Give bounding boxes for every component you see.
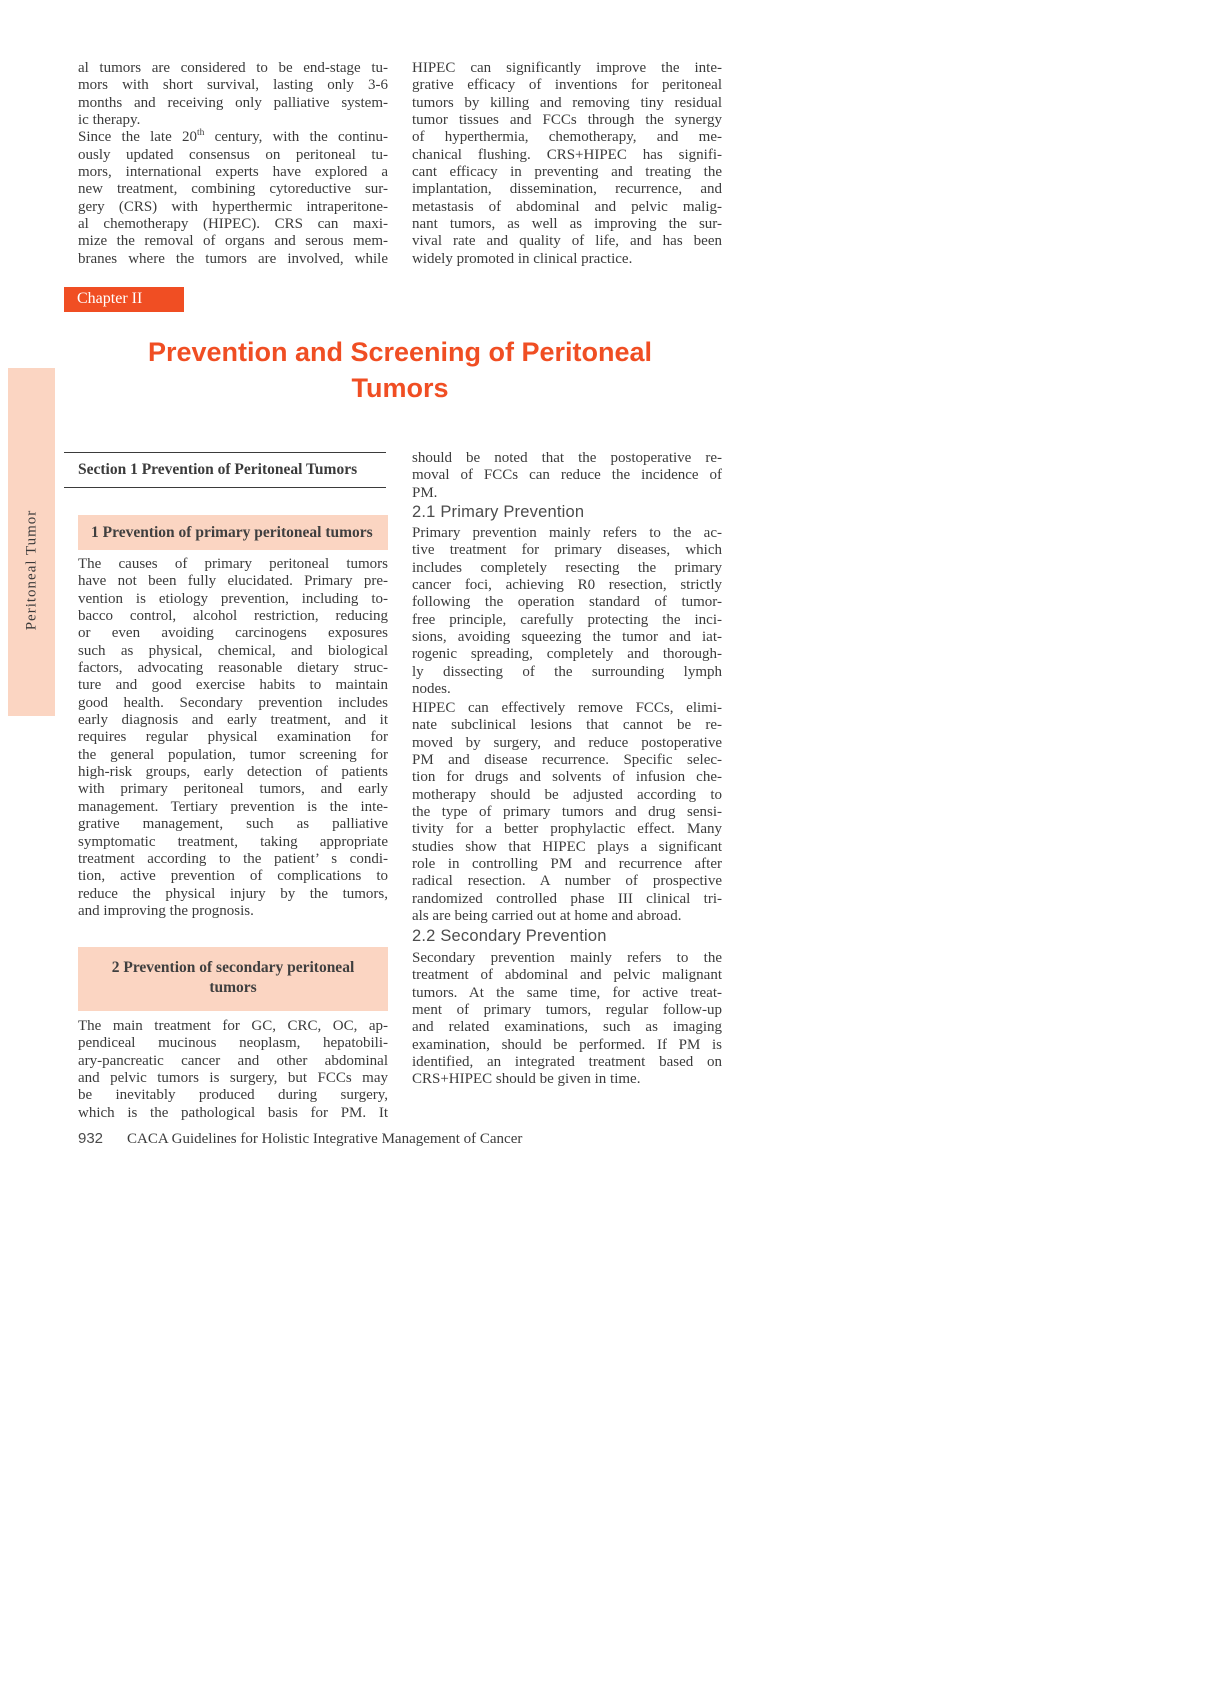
paragraph — [78, 60, 388, 129]
page-footer — [78, 1130, 522, 1148]
intro-right-column — [412, 60, 722, 268]
text-line: bacco control, alcohol restriction, reducing — [78, 608, 388, 625]
text-line: of hyperthermia, chemotherapy, and me- — [412, 129, 722, 146]
text-line: pendiceal mucinous neoplasm, hepatobili- — [78, 1035, 388, 1052]
text-line: al tumors are considered to be end-stage tu- — [78, 60, 388, 76]
text-line: grative efficacy of inventions for peritoneal — [412, 77, 722, 94]
text-line: ously updated consensus on peritoneal tu- — [78, 146, 388, 163]
text-line: vival rate and quality of life, and has been — [412, 233, 722, 250]
chapter-title — [78, 334, 722, 406]
text-line: gery (CRS) with hyperthermic intraperitone- — [78, 198, 388, 215]
text-line: chanical flushing. CRS+HIPEC has signifi- — [412, 146, 722, 163]
text-line: branes where the tumors are involved, while — [78, 250, 388, 267]
text-line: mize the removal of organs and serous mem- — [78, 233, 388, 250]
text-line: tion for drugs and solvents of infusion che- — [412, 769, 722, 786]
subsection-2-heading-line1: 2 Prevention of secondary peritoneal — [111, 959, 355, 976]
text-line: symptomatic treatment, taking appropriate — [78, 833, 388, 850]
text-line: tumors. At the same time, for active treat- — [412, 984, 722, 1001]
text-line: the general population, tumor screening for — [78, 746, 388, 763]
text-line: and pelvic tumors is surgery, but FCCs may — [78, 1070, 388, 1087]
text-line: treatment according to the patient’ s condi- — [78, 850, 388, 867]
text-line: widely promoted in clinical practice. — [412, 250, 633, 267]
text-line: moval of FCCs can reduce the incidence of — [412, 467, 722, 484]
right-column-paragraph-b — [412, 525, 722, 698]
chapter-title-line1: Prevention and Screening of Peritoneal — [147, 337, 653, 367]
text-line: rogenic spreading, completely and thorough- — [412, 646, 722, 663]
text-line: be inevitably produced during surgery, — [78, 1087, 388, 1104]
right-column-paragraph-a — [412, 450, 722, 502]
text-line: The main treatment for GC, CRC, OC, ap- — [78, 1018, 388, 1034]
text-line: factors, advocating reasonable dietary struc- — [78, 660, 388, 677]
text-line: sions, avoiding squeezing the tumor and iat- — [412, 629, 722, 646]
side-tab-label: Peritoneal Tumor — [23, 509, 39, 631]
text-line: vention is etiology prevention, including to- — [78, 590, 388, 607]
text-line: free principle, carefully protecting the inci- — [412, 611, 722, 628]
text-line: tumors by killing and removing tiny residual — [412, 94, 722, 111]
text-line: Secondary prevention mainly refers to the — [412, 950, 722, 966]
text-line: high-risk groups, early detection of patients — [78, 764, 388, 781]
text-line: al chemotherapy (HIPEC). CRS can maxi- — [78, 216, 388, 233]
text-line: months and receiving only palliative system- — [78, 94, 388, 111]
text-line: radical resection. A number of prospective — [412, 873, 722, 890]
subhead-2-1: 2.1 Primary Prevention — [412, 503, 585, 521]
text-line: PM and disease recurrence. Specific selec- — [412, 752, 722, 769]
text-line: good health. Secondary prevention includes — [78, 694, 388, 711]
text-line: implantation, dissemination, recurrence, and — [412, 181, 722, 198]
text-line: mors, international experts have explored a — [78, 164, 388, 181]
section-heading: Section 1 Prevention of Peritoneal Tumors — [64, 452, 386, 488]
text-line: ly dissecting of the surrounding lymph — [412, 663, 722, 680]
side-tab — [8, 368, 55, 716]
text-line: tivity for a better prophylactic effect. Many — [412, 821, 722, 838]
text-line: tion, active prevention of complications to — [78, 868, 388, 885]
text-line: nodes. — [412, 681, 451, 698]
text-line: ary-pancreatic cancer and other abdominal — [78, 1052, 388, 1069]
text-line: reduce the physical injury by the tumors, — [78, 885, 388, 902]
text-line: have not been fully elucidated. Primary pre- — [78, 573, 388, 590]
text-line: and improving the prognosis. — [78, 902, 254, 919]
text-line: or even avoiding carcinogens exposures — [78, 625, 388, 642]
intro-left-column — [78, 60, 388, 268]
text-line: The causes of primary peritoneal tumors — [78, 556, 388, 572]
text-line: HIPEC can effectively remove FCCs, elimi- — [412, 700, 722, 716]
chapter-title-line2: Tumors — [351, 373, 449, 403]
text-line: Since the late 20th century, with the continu- — [78, 128, 389, 146]
text-line: treatment of abdominal and pelvic malignant — [412, 967, 722, 984]
text-line: grative management, such as palliative — [78, 816, 388, 833]
right-column-paragraph-d — [412, 950, 722, 1089]
text-line: examination, should be performed. If PM is — [412, 1036, 722, 1053]
text-line: studies show that HIPEC plays a significant — [412, 838, 722, 855]
text-line: CRS+HIPEC should be given in time. — [412, 1071, 641, 1088]
text-line: als are being carried out at home and abroad. — [412, 908, 682, 925]
text-line: with primary peritoneal tumors, and early — [78, 781, 388, 798]
text-line: requires regular physical examination for — [78, 729, 388, 746]
text-line: cancer foci, achieving R0 resection, strictly — [412, 577, 722, 594]
text-line: role in controlling PM and recurrence after — [412, 856, 722, 873]
text-line: ture and good exercise habits to maintain — [78, 677, 388, 694]
paragraph — [78, 129, 388, 268]
text-line: tive treatment for primary diseases, which — [412, 542, 722, 559]
text-line: which is the pathological basis for PM. It — [78, 1104, 388, 1121]
text-line: mors with short survival, lasting only 3-6 — [78, 77, 388, 94]
text-line: cant efficacy in preventing and treating the — [412, 164, 722, 181]
chapter-badge: Chapter II — [64, 287, 184, 312]
left-column-paragraph-1 — [78, 556, 388, 920]
text-line: nant tumors, as well as improving the sur- — [412, 216, 722, 233]
page-number: 932 — [78, 1130, 104, 1147]
text-line: ment of primary tumors, regular follow-up — [412, 1002, 722, 1019]
text-line: PM. — [412, 484, 438, 501]
subsection-2-heading — [78, 947, 388, 1011]
text-line: and related examinations, such as imaging — [412, 1019, 722, 1036]
right-column-paragraph-c — [412, 700, 722, 925]
left-column-paragraph-2 — [78, 1018, 388, 1122]
text-line: metastasis of abdominal and pelvic malig- — [412, 198, 722, 215]
text-line: the type of primary tumors and drug sensi- — [412, 804, 722, 821]
subhead-2-2: 2.2 Secondary Prevention — [412, 927, 607, 945]
text-line: ic therapy. — [78, 112, 141, 129]
text-line: tumor tissues and FCCs through the synergy — [412, 112, 722, 129]
text-line: early diagnosis and early treatment, and it — [78, 712, 388, 729]
text-line: motherapy should be adjusted according to — [412, 786, 722, 803]
subsection-2-heading-line2: tumors — [209, 979, 257, 996]
paragraph — [412, 60, 722, 268]
text-line: such as physical, chemical, and biological — [78, 642, 388, 659]
text-line: new treatment, combining cytoreductive sur- — [78, 181, 388, 198]
text-line: management. Tertiary prevention is the inte- — [78, 798, 388, 815]
text-line: Primary prevention mainly refers to the ac- — [412, 525, 722, 541]
text-line: moved by surgery, and reduce postoperative — [412, 734, 722, 751]
text-line: identified, an integrated treatment based on — [412, 1054, 722, 1071]
book-title: CACA Guidelines for Holistic Integrative Management of Cancer — [127, 1131, 523, 1147]
text-line: following the operation standard of tumor- — [412, 594, 722, 611]
text-line: should be noted that the postoperative re- — [412, 450, 722, 466]
subsection-1-heading: 1 Prevention of primary peritoneal tumors — [78, 515, 388, 550]
text-line: includes completely resecting the primary — [412, 559, 722, 576]
text-line: nate subclinical lesions that cannot be re- — [412, 717, 722, 734]
text-line: HIPEC can significantly improve the inte- — [412, 60, 722, 76]
text-line: randomized controlled phase III clinical tri- — [412, 890, 722, 907]
